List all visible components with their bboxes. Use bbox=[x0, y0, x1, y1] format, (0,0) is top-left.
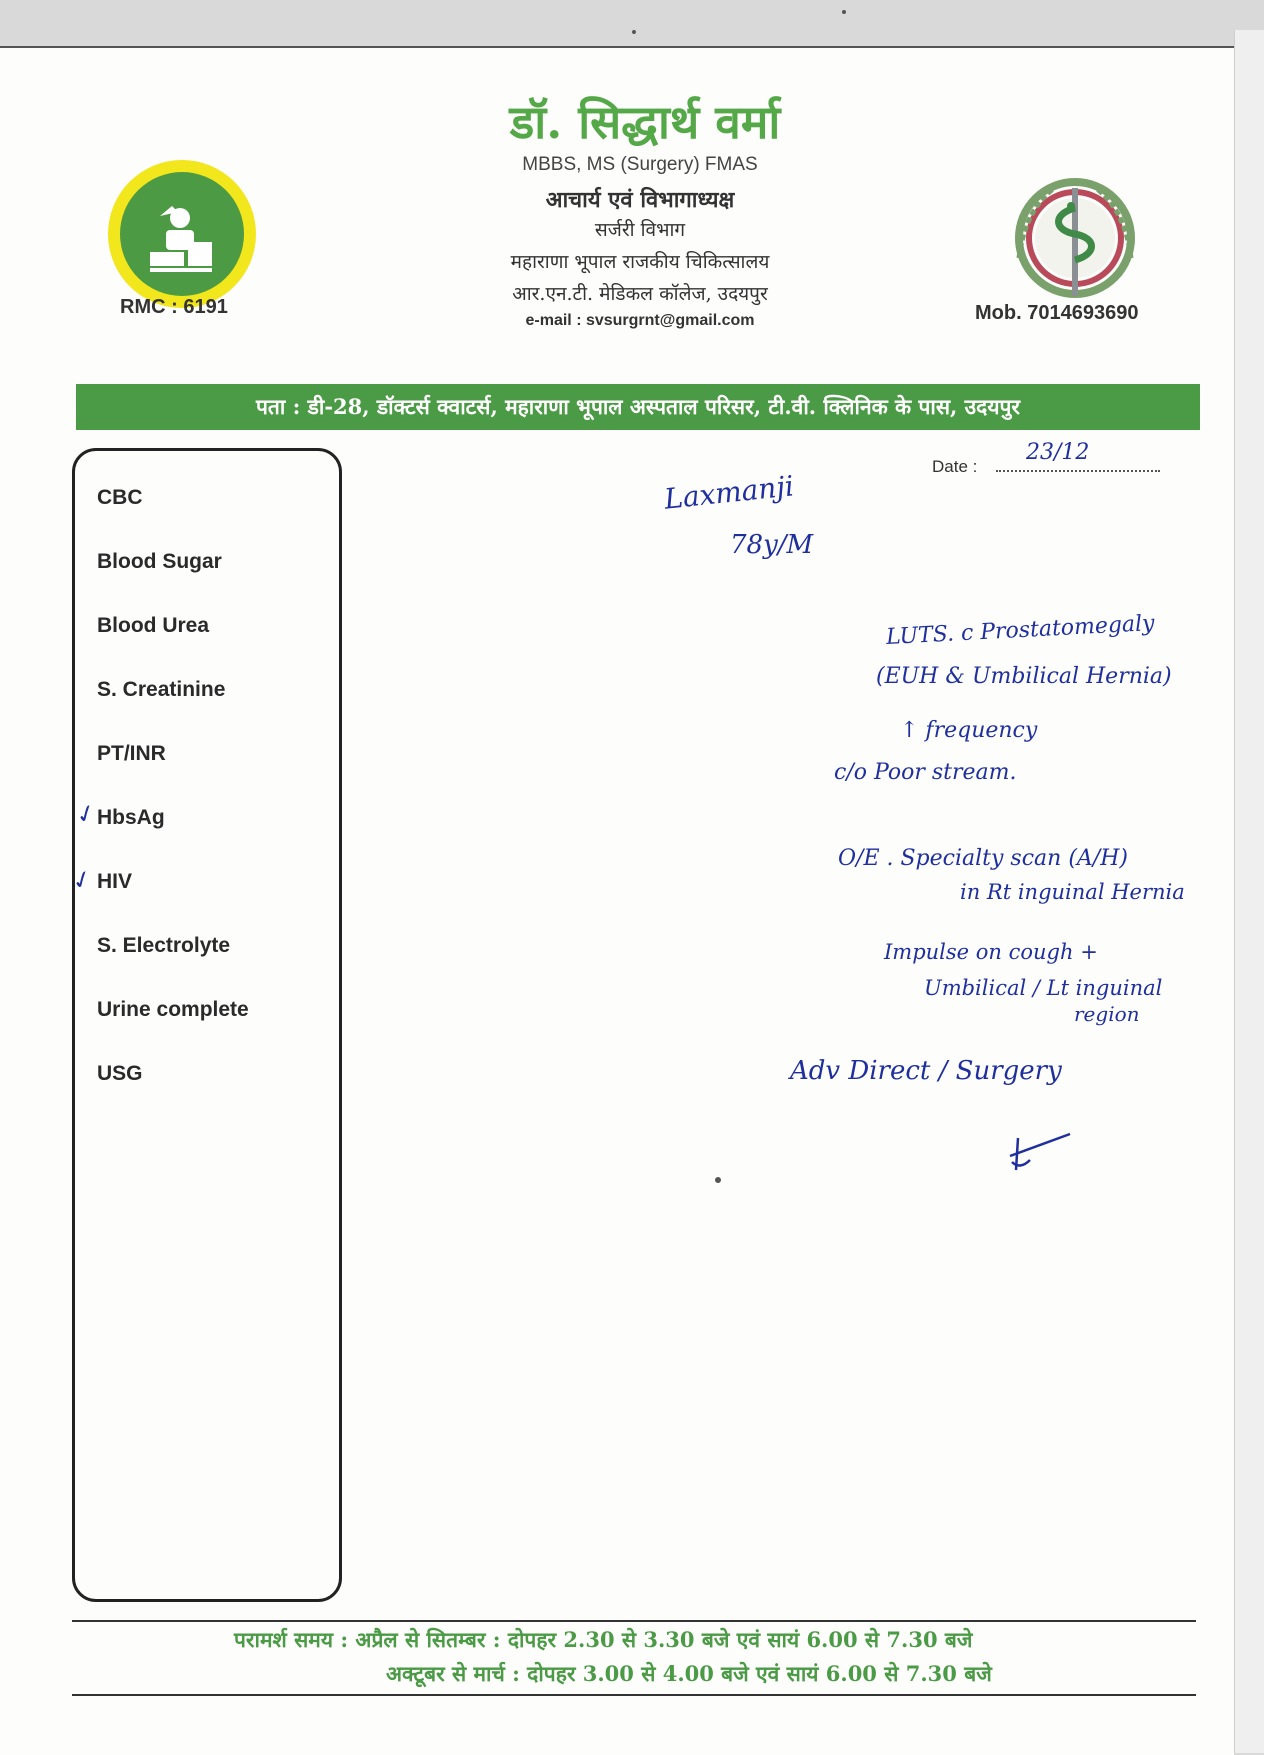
exam-line: Impulse on cough + bbox=[884, 940, 1098, 964]
position-title: आचार्य एवं विभागाध्यक्ष bbox=[545, 187, 735, 213]
qualification: MBBS, MS (Surgery) FMAS bbox=[522, 154, 758, 175]
check-mark-icon: ✓ bbox=[67, 863, 97, 897]
test-item: Blood Sugar bbox=[97, 550, 222, 573]
address-band: पता : डी-28, डॉक्टर्स क्वाटर्स, महाराणा भूपाल अस्पताल परिसर, टी.वी. क्लिनिक के पास, उदयपुर bbox=[76, 384, 1200, 430]
scan-speck bbox=[632, 30, 636, 34]
test-item: CBC bbox=[97, 486, 143, 509]
test-item: S. Creatinine bbox=[97, 678, 226, 701]
check-mark-icon: ✓ bbox=[71, 797, 101, 831]
date-value: 23/12 bbox=[1026, 440, 1090, 465]
complaint-line: c/o Poor stream. bbox=[834, 760, 1017, 785]
scan-speck bbox=[842, 10, 846, 14]
doctor-signature-icon bbox=[1000, 1126, 1080, 1176]
surgeon-icon bbox=[120, 172, 244, 296]
rmc-number: RMC : 6191 bbox=[120, 296, 228, 318]
clinic-logo bbox=[108, 160, 256, 308]
email: e-mail : svsurgrnt@gmail.com bbox=[525, 312, 755, 329]
test-item: PT/INR bbox=[97, 742, 166, 765]
mobile-number: Mob. 7014693690 bbox=[975, 302, 1139, 324]
complaint-line: LUTS. c Prostatomegaly bbox=[885, 610, 1156, 651]
exam-line: in Rt inguinal Hernia bbox=[960, 880, 1185, 904]
doctor-name: डॉ. सिद्धार्थ वर्मा bbox=[509, 95, 781, 149]
plan-line: Adv Direct / Surgery bbox=[790, 1056, 1062, 1086]
scan-speck bbox=[715, 1177, 721, 1183]
footer-rule-bottom bbox=[72, 1694, 1196, 1696]
caduceus-emblem-icon bbox=[1005, 168, 1145, 308]
exam-line: Umbilical / Lt inguinal bbox=[924, 976, 1163, 1000]
test-item: USG bbox=[97, 1062, 143, 1085]
exam-line: region bbox=[1074, 1002, 1140, 1026]
complaint-line: ↑ frequency bbox=[900, 718, 1038, 743]
test-item: S. Electrolyte bbox=[97, 934, 231, 957]
test-item: HIV bbox=[97, 870, 133, 893]
hospital-name: महाराणा भूपाल राजकीय चिकित्सालय bbox=[510, 251, 770, 273]
date-label: Date : bbox=[932, 457, 978, 476]
department: सर्जरी विभाग bbox=[594, 219, 686, 241]
date-line bbox=[996, 470, 1160, 472]
complaint-line: (EUH & Umbilical Hernia) bbox=[876, 664, 1172, 689]
patient-name: Laxmanji bbox=[662, 469, 796, 516]
paper-edge bbox=[1234, 30, 1264, 1753]
exam-line: O/E . Specialty scan (A/H) bbox=[838, 846, 1128, 871]
patient-age: 78y/M bbox=[730, 530, 814, 560]
test-item: HbsAg bbox=[97, 806, 165, 829]
college-name: आर.एन.टी. मेडिकल कॉलेज, उदयपुर bbox=[512, 283, 768, 305]
consultation-hours-1: परामर्श समय : अप्रैल से सितम्बर : दोपहर 2.30 से 3.30 बजे एवं सायं 6.00 से 7.30 बजे bbox=[234, 1627, 973, 1652]
consultation-hours-2: अक्टूबर से मार्च : दोपहर 3.00 से 4.00 बजे एवं सायं 6.00 से 7.30 बजे bbox=[386, 1661, 992, 1686]
test-item: Urine complete bbox=[97, 998, 249, 1021]
test-item: Blood Urea bbox=[97, 614, 210, 637]
footer-rule-top bbox=[72, 1620, 1196, 1622]
